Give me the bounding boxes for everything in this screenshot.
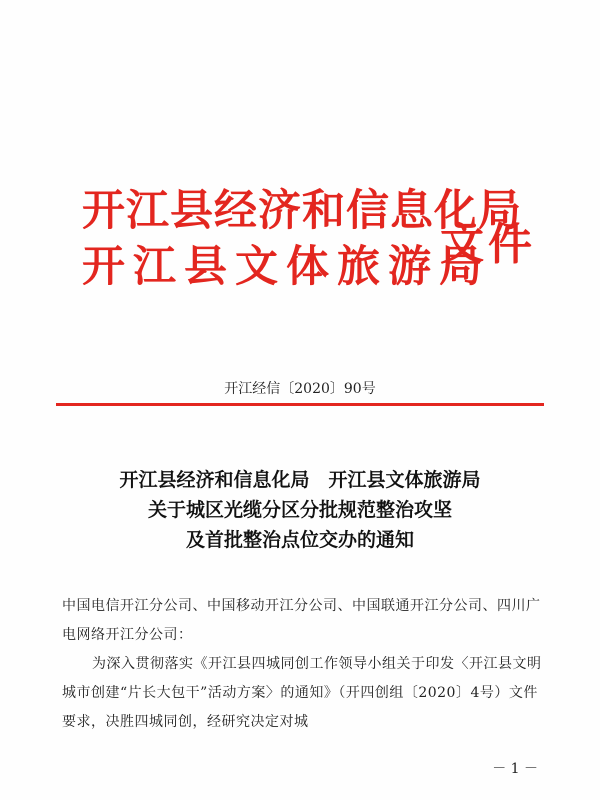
title-line-2: 关于城区光缆分区分批规范整治攻坚: [147, 499, 452, 521]
recipients: 中国电信开江分公司、中国移动开江分公司、中国联通开江分公司、四川广电网络开江分公司：: [62, 598, 541, 643]
red-divider: [56, 403, 544, 406]
letterhead-org-2: 开江县文体旅游局: [82, 242, 490, 292]
title-line-1: 开江县经济和信息化局 开江县文体旅游局: [119, 469, 481, 491]
document-title: [0, 465, 600, 555]
page-number: － 1 －: [492, 761, 538, 777]
letterhead-org-1: 开江县经济和信息化局: [82, 186, 522, 236]
title-line-3: 及首批整治点位交办的通知: [185, 529, 414, 551]
document-number: 开江经信〔2020〕90号: [224, 381, 376, 397]
body-paragraph-1: 为深入贯彻落实《开江县四城同创工作领导小组关于印发〈开江县文明城市创建“片长大包干”活动方案〉的通知》（开四创组〔2020〕4号）文件要求，决胜四城同创，经研究决定对城: [62, 656, 542, 730]
document-body: [62, 592, 548, 737]
letterhead-suffix: 文件: [440, 219, 536, 270]
